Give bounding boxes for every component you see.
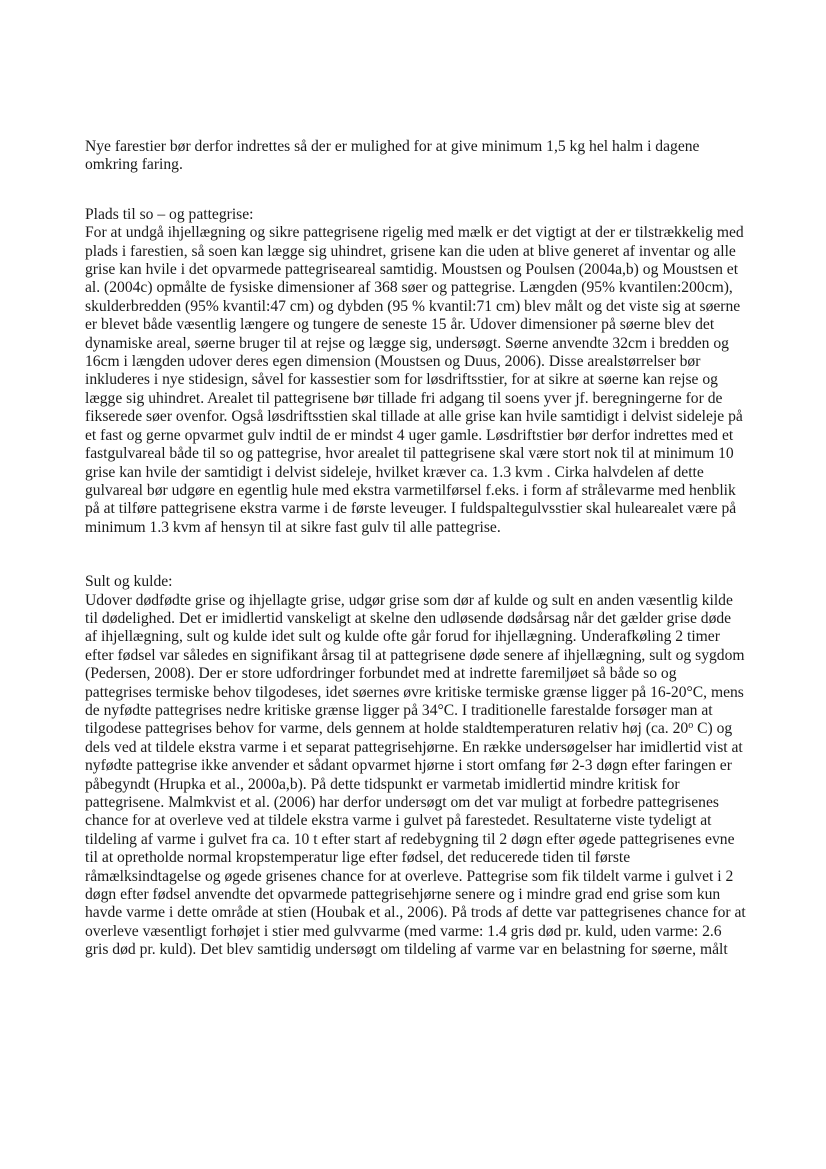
degree-superscript: o (688, 720, 694, 732)
section-body-space: For at undgå ihjellægning og sikre pattegrisene rigelig med mælk er det vigtigt at der er tilstrækkelig med plads i farestien, så soen kan lægge sig uhindret, grisene kan die uden at blive generet af inventar og alle grise kan hvile i det opvarmede pattegriseareal samtidig. Moustsen og Poulsen (2004a,b) og Moustsen et al. (2004c) opmålte de fysiske dimensioner af 368 søer og pattegrise. Længden (95% kvantilen:200cm), skulderbredden (95% kvantil:47 cm) og dybden (95 % kvantil:71 cm) blev målt og det viste sig at søerne er blevet både væsentlig længere og tungere de seneste 15 år. Udover dimensioner på søerne blev det dynamiske areal, søerne bruger til at rejse og lægge sig, undersøgt. Søerne anvendte 32cm i bredden og 16cm i længden udover deres egen dimension (Moustsen og Duus, 2006). Disse arealstørrelser bør inkluderes i nye stidesign, såvel for kassestier som for løsdriftsstier, for at sikre at søerne kan rejse og lægge sig uhindret. Arealet til pattegrisene bør tillade fri adgang til soens yver jf. beregningerne for de fikserede søer ovenfor. Også løsdriftsstien skal tillade at alle grise kan hvile samtidigt i delvist sideleje på et fast og gerne opvarmet gulv indtil de er mindst 4 uger gamle. Løsdriftstier bør derfor indrettes med et fastgulvareal både til so og pattegrise, hvor arealet til pattegrisene skal være stort nok til at minimum 10 grise kan hvile der samtidigt i delvist sideleje, hvilket kræver ca. 1.3 kvm . Cirka halvdelen af dette gulvareal bør udgøre en egentlig hule med ekstra varmetilførsel f.eks. i form af strålevarme med henblik på at tilføre pattegrisene ekstra varme i de første leveuger. I fuldspaltegulvsstier skal hulearealet være på minimum 1.3 kvm af hensyn til at sikre fast gulv til alle pattegrise. (85, 224, 744, 536)
document-page (85, 138, 747, 960)
intro-paragraph: Nye farestier bør derfor indrettes så der er mulighed for at give minimum 1,5 kg hel halm i dagene omkring faring. (85, 138, 700, 174)
hunger-text-part2: C) og dels ved at tildele ekstra varme i et separat pattegrisehjørne. En række undersøgelser har imidlertid vist at nyfødte pattegrise ikke anvender et sådant opvarmet hjørne i stort omfang før 2-3 døgn efter faringen er påbegyndt (Hrupka et al., 2000a,b). På dette tidspunkt er varmetab imidlertid mindre kritisk for pattegrisene. Malmkvist et al. (2006) har derfor undersøgt om det var muligt at forbedre pattegrisenes chance for at overleve ved at tildele ekstra varme i gulvet på farestedet. Resultaterne viste tydeligt at tildeling af varme i gulvet fra ca. 10 t efter start af redebygning til 2 døgn efter øgede pattegrisenes evne til at opretholde normal kropstemperatur lige efter fødsel, det reducerede tiden til første råmælksindtagelse og øgede grisenes chance for at overleve. Pattegrise som fik tildelt varme i gulvet i 2 døgn efter fødsel anvendte det opvarmede pattegrisehjørne senere og i mindre grad end grise som kun havde varme i dette område at stien (Houbak et al., 2006). På trods af dette var pattegrisenes chance for at overleve væsentligt forhøjet i stier med gulvvarme (med varme: 1.4 gris død pr. kuld, uden varme: 2.6 gris død pr. kuld). Det blev samtidig undersøgt om tildeling af varme var en belastning for søerne, målt (85, 720, 746, 959)
paragraph-spacer (85, 537, 747, 573)
section-heading-hunger: Sult og kulde: (85, 573, 173, 591)
hunger-text-part1: Udover dødfødte grise og ihjellagte grise, udgør grise som dør af kulde og sult en anden væsentlig kilde til dødelighed. Det er imidlertid vanskeligt at skelne den udløsende dødsårsag når det gælder grise døde af ihjellægning, sult og kulde idet sult og kulde ofte går forud for ihjellægning. Underafkøling 2 timer efter fødsel var således en signifikant årsag til at pattegrisene døde senere af ihjellægning, sult og sygdom (Pedersen, 2008). Der er store udfordringer forbundet med at indrette faremiljøet så både so og pattegrises termiske behov tilgodeses, idet søernes øvre kritiske termiske grænse ligger på 16-20°C, mens de nyfødte pattegrises nedre kritiske grænse ligger på 34°C. I traditionelle farestalde forsøger man at tilgodese pattegrises behov for varme, dels gennem at holde staldtemperaturen relativ høj (ca. 20 (85, 591, 745, 738)
section-body-hunger (85, 592, 747, 960)
paragraph-spacer (85, 175, 747, 206)
section-heading-space: Plads til so – og pattegrise: (85, 205, 254, 223)
